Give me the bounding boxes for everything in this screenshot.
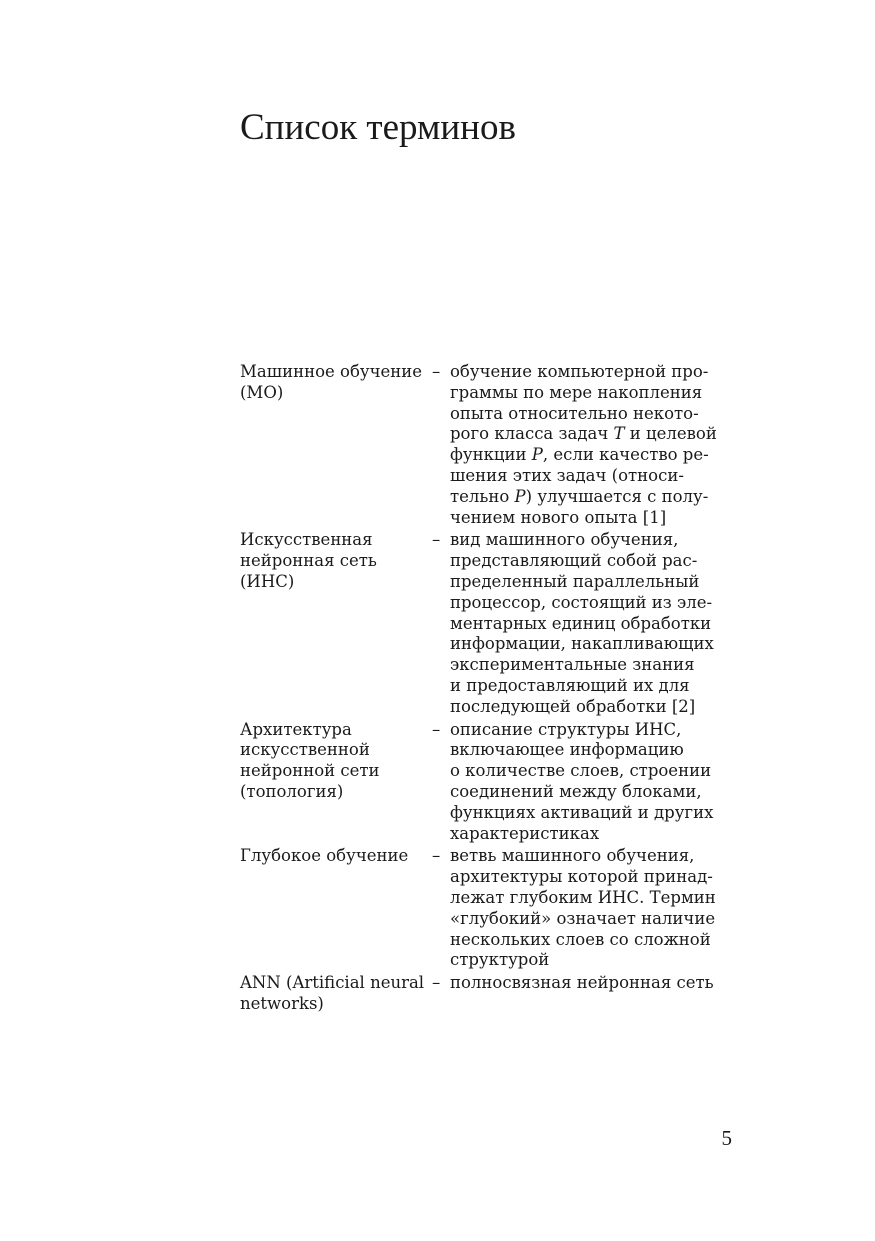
definition-text: , если качество ре- шения этих задач (относи- тельно: [450, 445, 709, 506]
term-definition: ветвь машинного обучения, архитектуры которой принад- лежат глубоким ИНС. Термин «глубокий» означает наличие нескольких слоев со сложной структурой: [450, 846, 716, 970]
term-name: ANN (Artificial neural networks): [240, 973, 425, 1013]
term-row: [240, 973, 740, 1015]
definition-text: ) улучшается с полу- чением нового опыта [1]: [450, 486, 709, 527]
term-definition: [450, 362, 735, 528]
term-dash: –: [432, 973, 441, 993]
term-row: [240, 362, 740, 528]
terms-list: [240, 362, 740, 1017]
term-name: Архитектура искусственной нейронной сети (топология): [240, 719, 380, 801]
variable-t: T: [613, 424, 625, 444]
definition-text: обучение компьютерной про- граммы по мере накопления опыта относительно некото- рого класса задач: [450, 362, 709, 444]
term-definition: вид машинного обучения, представляющий собой рас- пределенный параллельный процессор, состоящий из эле- ментарных единиц обработки информации, накапливающих экспериментальные знания и предоставляющий их для последующей обработки [2]: [450, 530, 714, 716]
term-name: Машинное обучение (МО): [240, 362, 423, 402]
definition-text: и целевой функции: [450, 424, 717, 465]
variable-p: P: [531, 445, 543, 465]
term-dash: –: [432, 846, 441, 866]
term-definition: описание структуры ИНС, включающее информацию о количестве слоев, строении соединений между блоками, функциях активаций и других характеристиках: [450, 719, 714, 843]
term-definition: полносвязная нейронная сеть: [450, 973, 714, 993]
term-dash: –: [432, 362, 441, 381]
variable-p: P: [514, 486, 526, 506]
term-dash: –: [432, 719, 441, 739]
page-title: Список терминов: [240, 107, 516, 148]
term-dash: –: [432, 530, 441, 550]
term-row: [240, 846, 740, 971]
term-name: Глубокое обучение: [240, 846, 409, 866]
page-number: 5: [721, 1126, 732, 1150]
term-row: [240, 720, 740, 845]
term-row: [240, 530, 740, 717]
term-name: Искусственная нейронная сеть (ИНС): [240, 530, 377, 591]
